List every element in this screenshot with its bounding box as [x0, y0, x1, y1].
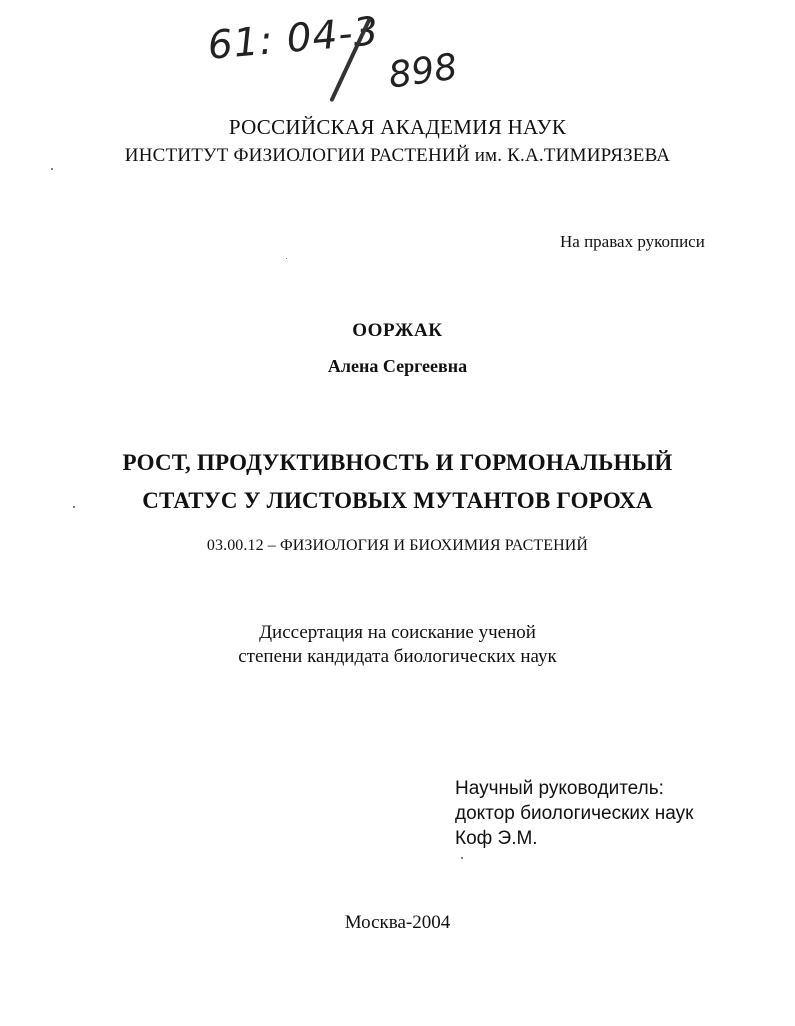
supervisor-degree: доктор биологических наук — [455, 803, 694, 824]
catalog-number-first-part: 61: 04-3 — [206, 9, 381, 69]
dissertation-title-line-2: СТАТУС У ЛИСТОВЫХ МУТАНТОВ ГОРОХА — [142, 488, 653, 513]
supervisor-label: Научный руководитель: — [455, 778, 664, 799]
supervisor-block — [455, 776, 755, 851]
scan-speck — [51, 168, 53, 170]
scan-speck — [286, 258, 287, 259]
specialty-code: 03.00.12 – ФИЗИОЛОГИЯ И БИОХИМИЯ РАСТЕНИЙ — [206, 537, 589, 554]
dissertation-title-line-1: РОСТ, ПРОДУКТИВНОСТЬ И ГОРМОНАЛЬНЫЙ — [122, 450, 673, 475]
scan-speck — [73, 506, 75, 508]
degree-purpose-line-1: Диссертация на соискание ученой — [259, 622, 536, 643]
academy-heading: РОССИЙСКАЯ АКАДЕМИЯ НАУК — [228, 115, 567, 139]
city-and-year: Москва-2004 — [344, 912, 451, 933]
manuscript-rights-notice: На правах рукописи — [560, 232, 705, 251]
supervisor-name: Коф Э.М. — [455, 828, 538, 849]
degree-purpose-line-2: степени кандидата биологических наук — [238, 646, 557, 667]
scan-speck — [461, 857, 463, 859]
catalog-number-second-part: 898 — [386, 46, 460, 97]
author-given-names: Алена Сергеевна — [327, 356, 468, 376]
institute-heading: ИНСТИТУТ ФИЗИОЛОГИИ РАСТЕНИЙ им. К.А.ТИМИРЯЗЕВА — [124, 145, 671, 166]
author-surname: ООРЖАК — [352, 320, 443, 341]
handwritten-catalog-number — [206, 9, 476, 107]
